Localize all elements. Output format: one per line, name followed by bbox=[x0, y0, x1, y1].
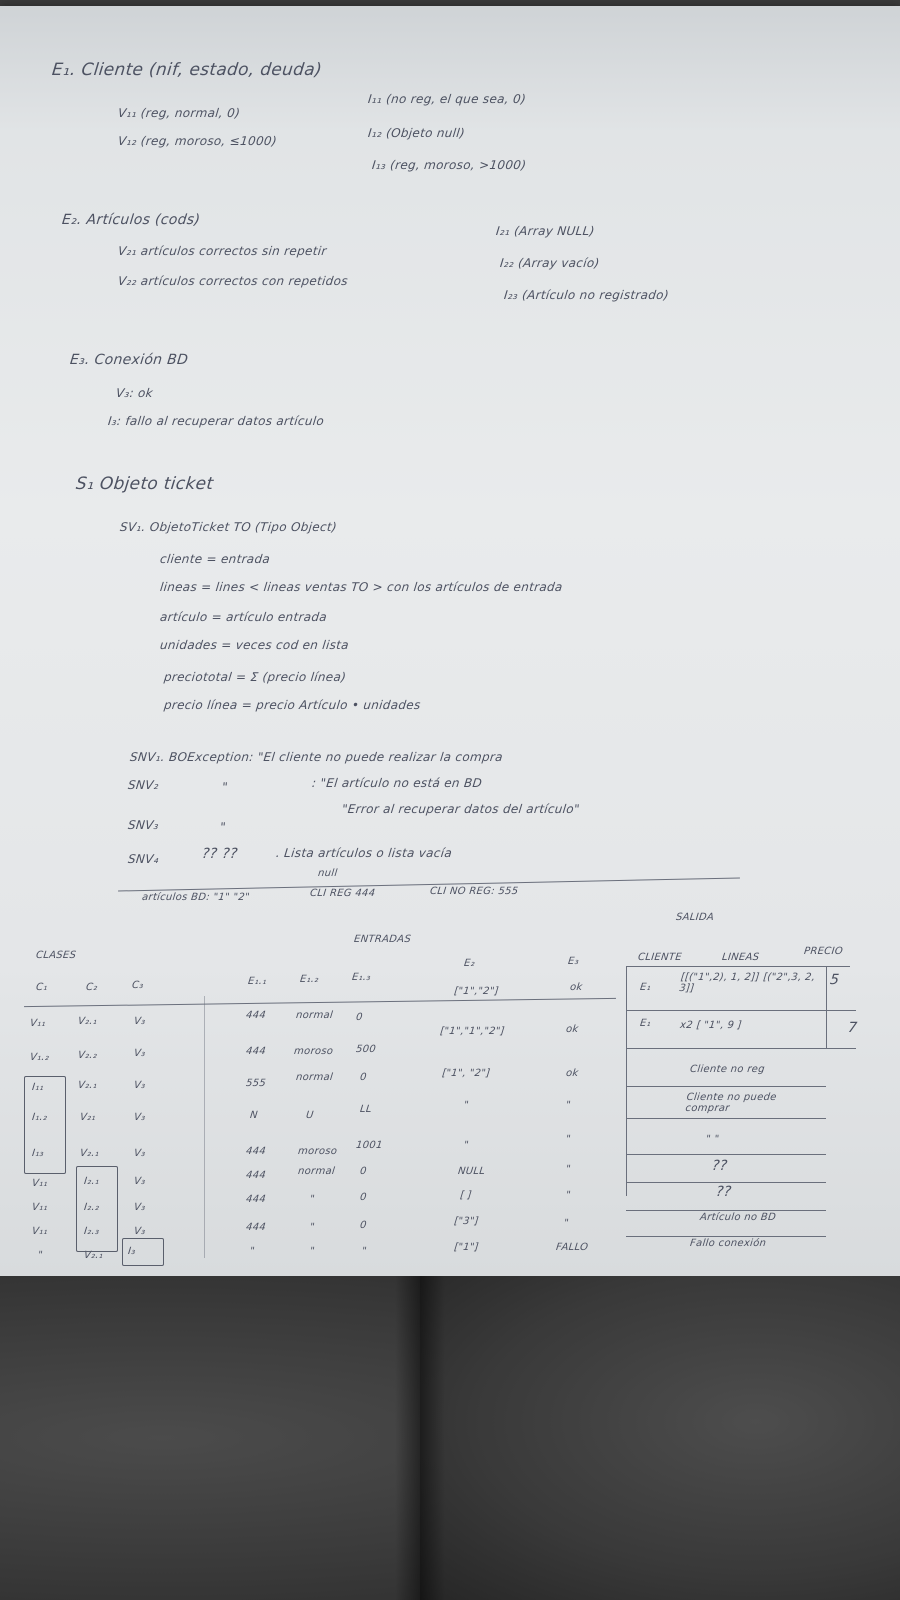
r1-precio: 5 bbox=[829, 972, 841, 988]
r8-lineas: Artículo no BD bbox=[699, 1212, 777, 1223]
r2-e3: ok bbox=[565, 1024, 580, 1035]
header-precio: PRECIO bbox=[803, 946, 844, 957]
r2-c3: V₃ bbox=[133, 1048, 147, 1059]
r1-lineas: [[("1",2), 1, 2]] [("2",3, 2, 3]] bbox=[678, 972, 816, 994]
r1-c2: V₂.₁ bbox=[77, 1016, 98, 1027]
output-box-precio-left bbox=[826, 966, 827, 1048]
r4-c1: I₁.₂ bbox=[31, 1112, 48, 1123]
r2-cliente: E₁ bbox=[639, 1018, 652, 1029]
header-e11: E₁.₁ bbox=[247, 976, 268, 987]
r8-e2: ["3"] bbox=[453, 1216, 480, 1227]
e2-v21: V₂₁ artículos correctos sin repetir bbox=[117, 244, 328, 258]
out-sep-5 bbox=[626, 1154, 826, 1155]
r3-e11: 555 bbox=[245, 1078, 267, 1089]
r6-e11: 444 bbox=[245, 1170, 267, 1181]
r5-e12: moroso bbox=[297, 1146, 338, 1157]
s1-articulo: artículo = artículo entrada bbox=[159, 610, 328, 624]
r3-c1: I₁₁ bbox=[31, 1082, 45, 1093]
r9-c1: " bbox=[37, 1250, 44, 1261]
r8-e13: 0 bbox=[359, 1220, 368, 1231]
r3-e12: normal bbox=[295, 1072, 334, 1083]
clases-title: CLASES bbox=[35, 950, 77, 961]
r4-e12: U bbox=[305, 1110, 315, 1121]
r6-c2: I₂.₁ bbox=[83, 1176, 100, 1187]
bd-cli-reg: CLI REG 444 bbox=[309, 888, 376, 899]
invalid-c2-box bbox=[76, 1166, 118, 1252]
out-sep-6 bbox=[626, 1182, 826, 1183]
r3-e3: ok bbox=[565, 1068, 580, 1079]
r9-e2: ["1"] bbox=[453, 1242, 480, 1253]
output-box-top bbox=[626, 966, 850, 967]
s1-preciolinea: precio línea = precio Artículo • unidades bbox=[163, 698, 422, 712]
header-e12: E₁.₂ bbox=[299, 974, 320, 985]
r7-lineas: ?? bbox=[715, 1184, 733, 1200]
r4-e2: " bbox=[463, 1100, 470, 1111]
s1-sv1: SV₁. ObjetoTicket TO (Tipo Object) bbox=[119, 520, 338, 534]
r2-c2: V₂.₂ bbox=[77, 1050, 98, 1061]
header-c2: C₂ bbox=[85, 982, 99, 993]
e2-title: E₂. Artículos (cods) bbox=[61, 212, 202, 228]
r7-c2: I₂.₂ bbox=[83, 1202, 100, 1213]
r1-e2: ["1","2"] bbox=[453, 986, 500, 997]
r3-lineas: Cliente no reg bbox=[689, 1064, 766, 1075]
out-sep-1 bbox=[626, 1010, 856, 1011]
r3-e13: 0 bbox=[359, 1072, 368, 1083]
snv2-ditto: " bbox=[221, 780, 229, 794]
snv4-q: ?? ?? bbox=[201, 846, 239, 862]
r7-e2: [ ] bbox=[459, 1190, 473, 1201]
e2-v22: V₂₂ artículos correctos con repetidos bbox=[117, 274, 349, 288]
r2-e12: moroso bbox=[293, 1046, 334, 1057]
r1-e11: 444 bbox=[245, 1010, 267, 1021]
invalid-c3-box bbox=[122, 1238, 164, 1266]
header-e3: E₃ bbox=[567, 956, 580, 967]
r1-e13: 0 bbox=[355, 1012, 364, 1023]
r9-e13: " bbox=[361, 1246, 368, 1257]
r5-lineas: " " bbox=[705, 1134, 720, 1145]
bd-articulos: artículos BD: "1" "2" bbox=[141, 892, 251, 903]
output-box-left bbox=[626, 966, 627, 1196]
r9-e3: FALLO bbox=[555, 1242, 589, 1253]
r7-e12: " bbox=[309, 1194, 316, 1205]
r2-lineas: x2 [ "1", 9 ] bbox=[679, 1020, 743, 1031]
separator-line bbox=[118, 877, 740, 891]
out-sep-4 bbox=[626, 1118, 826, 1119]
salida-title: SALIDA bbox=[675, 912, 715, 923]
r7-e3: " bbox=[565, 1190, 572, 1201]
fabric-fold-shadow bbox=[395, 1276, 445, 1600]
invalid-c1-box bbox=[24, 1076, 66, 1174]
s1-lineas: lineas = lines < lineas ventas TO > con los artículos de entrada bbox=[159, 580, 564, 594]
r5-e3: " bbox=[565, 1134, 572, 1145]
r2-precio: 7 bbox=[847, 1020, 859, 1036]
r9-e11: " bbox=[249, 1246, 256, 1257]
snv4-text: . Lista artículos o lista vacía bbox=[275, 846, 453, 860]
header-c3: C₃ bbox=[131, 980, 145, 991]
r6-e13: 0 bbox=[359, 1166, 368, 1177]
r2-e13: 500 bbox=[355, 1044, 377, 1055]
r5-e11: 444 bbox=[245, 1146, 267, 1157]
r5-c1: I₁₃ bbox=[31, 1148, 45, 1159]
snv2-text: : "El artículo no está en BD bbox=[311, 776, 483, 790]
e1-i13: I₁₃ (reg, moroso, >1000) bbox=[371, 158, 527, 172]
r1-e3: ok bbox=[569, 982, 584, 993]
out-sep-3 bbox=[626, 1086, 826, 1087]
r2-e11: 444 bbox=[245, 1046, 267, 1057]
e1-title: E₁. Cliente (nif, estado, deuda) bbox=[50, 60, 323, 80]
s1-cliente: cliente = entrada bbox=[159, 552, 271, 566]
r2-e2: ["1","1","2"] bbox=[439, 1026, 506, 1037]
s1-title: S₁ Objeto ticket bbox=[74, 474, 215, 494]
e1-i11: I₁₁ (no reg, el que sea, 0) bbox=[367, 92, 527, 106]
s1-preciototal: preciototal = Σ (precio línea) bbox=[163, 670, 347, 684]
r4-e3: " bbox=[565, 1100, 572, 1111]
r1-c1: V₁₁ bbox=[29, 1018, 47, 1029]
r6-e12: normal bbox=[297, 1166, 336, 1177]
snv4-label: SNV₄ bbox=[127, 852, 160, 866]
e2-i23: I₂₃ (Artículo no registrado) bbox=[503, 288, 670, 302]
r4-e13: LL bbox=[359, 1104, 373, 1115]
r1-e12: normal bbox=[295, 1010, 334, 1021]
e2-i22: I₂₂ (Array vacío) bbox=[499, 256, 601, 270]
r8-c2: I₂.₃ bbox=[83, 1226, 100, 1237]
header-e2: E₂ bbox=[463, 958, 476, 969]
out-sep-7 bbox=[626, 1210, 826, 1211]
out-sep-2 bbox=[626, 1048, 856, 1049]
bd-cli-noreg: CLI NO REG: 555 bbox=[429, 886, 519, 897]
r9-c3: I₃ bbox=[127, 1246, 137, 1257]
r2-c1: V₁.₂ bbox=[29, 1052, 50, 1063]
r6-e3: " bbox=[565, 1164, 572, 1175]
r9-c2: V₂.₁ bbox=[83, 1250, 104, 1261]
e3-title: E₃. Conexión BD bbox=[69, 352, 189, 368]
r7-c3: V₃ bbox=[133, 1202, 147, 1213]
e1-v12: V₁₂ (reg, moroso, ≤1000) bbox=[117, 134, 278, 148]
snv3-label: SNV₃ bbox=[127, 818, 160, 832]
r8-e11: 444 bbox=[245, 1222, 267, 1233]
header-underline bbox=[24, 998, 616, 1007]
snv4-null: null bbox=[317, 868, 339, 879]
r4-lineas: Cliente no puede comprar bbox=[684, 1092, 778, 1114]
snv3-ditto: " bbox=[219, 820, 227, 834]
r7-e11: 444 bbox=[245, 1194, 267, 1205]
r4-c2: V₂₁ bbox=[79, 1112, 97, 1123]
r9-lineas: Fallo conexión bbox=[689, 1238, 767, 1249]
r5-e2: " bbox=[463, 1140, 470, 1151]
header-e13: E₁.₃ bbox=[351, 972, 372, 983]
r1-c3: V₃ bbox=[133, 1016, 147, 1027]
snv3-text: "Error al recuperar datos del artículo" bbox=[341, 802, 581, 816]
header-c1: C₁ bbox=[35, 982, 49, 993]
r4-c3: V₃ bbox=[133, 1112, 147, 1123]
e1-i12: I₁₂ (Objeto null) bbox=[367, 126, 466, 140]
r7-c1: V₁₁ bbox=[31, 1202, 49, 1213]
r5-e13: 1001 bbox=[355, 1140, 384, 1151]
fabric-background-right bbox=[420, 1276, 900, 1600]
out-sep-8 bbox=[626, 1236, 826, 1237]
r8-e12: " bbox=[309, 1222, 316, 1233]
r5-c3: V₃ bbox=[133, 1148, 147, 1159]
r3-c3: V₃ bbox=[133, 1080, 147, 1091]
r7-e13: 0 bbox=[359, 1192, 368, 1203]
entradas-title: ENTRADAS bbox=[353, 934, 412, 945]
e3-i3: I₃: fallo al recuperar datos artículo bbox=[107, 414, 325, 428]
s1-unidades: unidades = veces cod en lista bbox=[159, 638, 350, 652]
r3-c2: V₂.₁ bbox=[77, 1080, 98, 1091]
salida-e1: E₁ bbox=[639, 982, 652, 993]
r8-c1: V₁₁ bbox=[31, 1226, 49, 1237]
r6-c1: V₁₁ bbox=[31, 1178, 49, 1189]
e2-i21: I₂₁ (Array NULL) bbox=[495, 224, 596, 238]
r3-e2: ["1", "2"] bbox=[441, 1068, 491, 1079]
r5-c2: V₂.₁ bbox=[79, 1148, 100, 1159]
r4-e11: N bbox=[249, 1110, 259, 1121]
r6-e2: NULL bbox=[457, 1166, 486, 1177]
e3-v3: V₃: ok bbox=[115, 386, 154, 400]
header-lineas: LINEAS bbox=[721, 952, 760, 963]
r6-lineas: ?? bbox=[711, 1158, 729, 1174]
handwritten-sheet bbox=[0, 6, 900, 1276]
r8-c3: V₃ bbox=[133, 1226, 147, 1237]
e1-v11: V₁₁ (reg, normal, 0) bbox=[117, 106, 241, 120]
r6-c3: V₃ bbox=[133, 1176, 147, 1187]
snv2-label: SNV₂ bbox=[127, 778, 160, 792]
header-cliente: CLIENTE bbox=[637, 952, 683, 963]
snv1: SNV₁. BOException: "El cliente no puede realizar la compra bbox=[129, 750, 504, 764]
r8-e3: " bbox=[563, 1218, 570, 1229]
r9-e12: " bbox=[309, 1246, 316, 1257]
clases-separator bbox=[204, 996, 205, 1258]
